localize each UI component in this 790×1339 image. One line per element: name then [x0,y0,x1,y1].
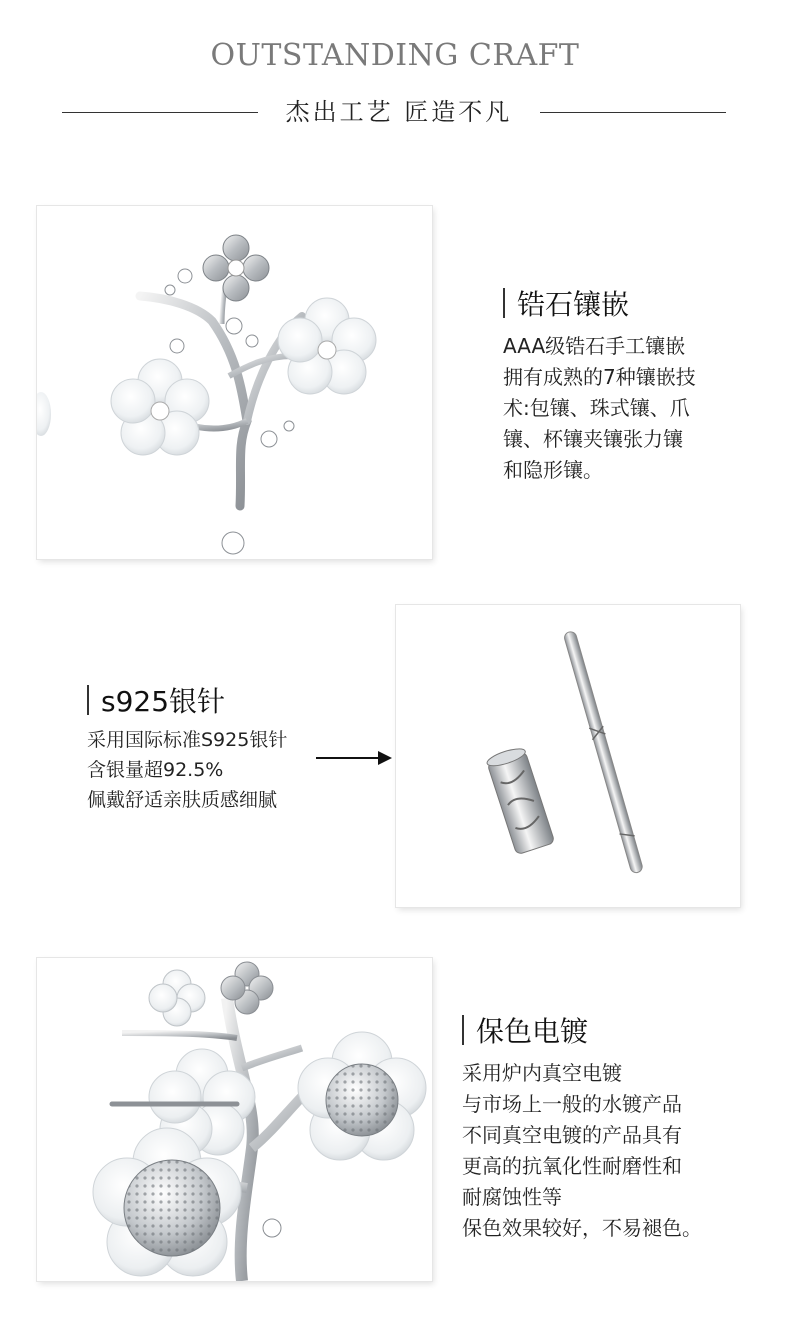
header-title-cn: 杰出工艺 匠造不凡 [285,98,513,126]
zircon-setting-title: 锆石镶嵌 [517,288,630,321]
zircon-setting-heading [503,283,629,323]
silver-pin-description [87,725,287,815]
description-line: 镶、杯镶夹镶张力镶 [503,427,683,451]
zircon-setting-description [503,331,696,486]
description-line: 保色效果较好，不易褪色。 [462,1216,702,1240]
description-line: AAA级锆石手工镶嵌 [503,334,686,358]
plating-description [462,1058,702,1244]
description-line: 与市场上一般的水镀产品 [462,1092,682,1116]
header-title-en: OUTSTANDING CRAFT [210,38,580,73]
silver-pin-title: s925银针 [101,685,226,718]
plating-heading [462,1010,588,1050]
description-line: 采用国际标准S925银针 [87,729,288,751]
silver-pin-photo [396,605,740,907]
description-line: 含银量超92.5% [87,759,224,781]
description-line: 和隐形镶。 [503,458,603,482]
description-line: 术:包镶、珠式镶、爪 [503,396,690,420]
arrow-right-icon [316,748,392,768]
description-line: 耐腐蚀性等 [462,1185,562,1209]
description-line: 佩戴舒适亲肤质感细腻 [87,789,278,811]
heading-bar [503,288,505,318]
description-line: 不同真空电镀的产品具有 [462,1123,682,1147]
heading-bar [462,1015,464,1045]
plating-title: 保色电镀 [476,1015,589,1048]
plating-photo [37,958,432,1281]
zircon-setting-photo [37,206,432,559]
divider-right [540,112,726,113]
silver-pin-heading [87,680,225,720]
description-line: 拥有成熟的7种镶嵌技 [503,365,696,389]
divider-left [62,112,258,113]
description-line: 更高的抗氧化性耐磨性和 [462,1154,682,1178]
header-subtitle-row [0,94,790,130]
description-line: 采用炉内真空电镀 [462,1061,622,1085]
heading-bar [87,685,89,715]
